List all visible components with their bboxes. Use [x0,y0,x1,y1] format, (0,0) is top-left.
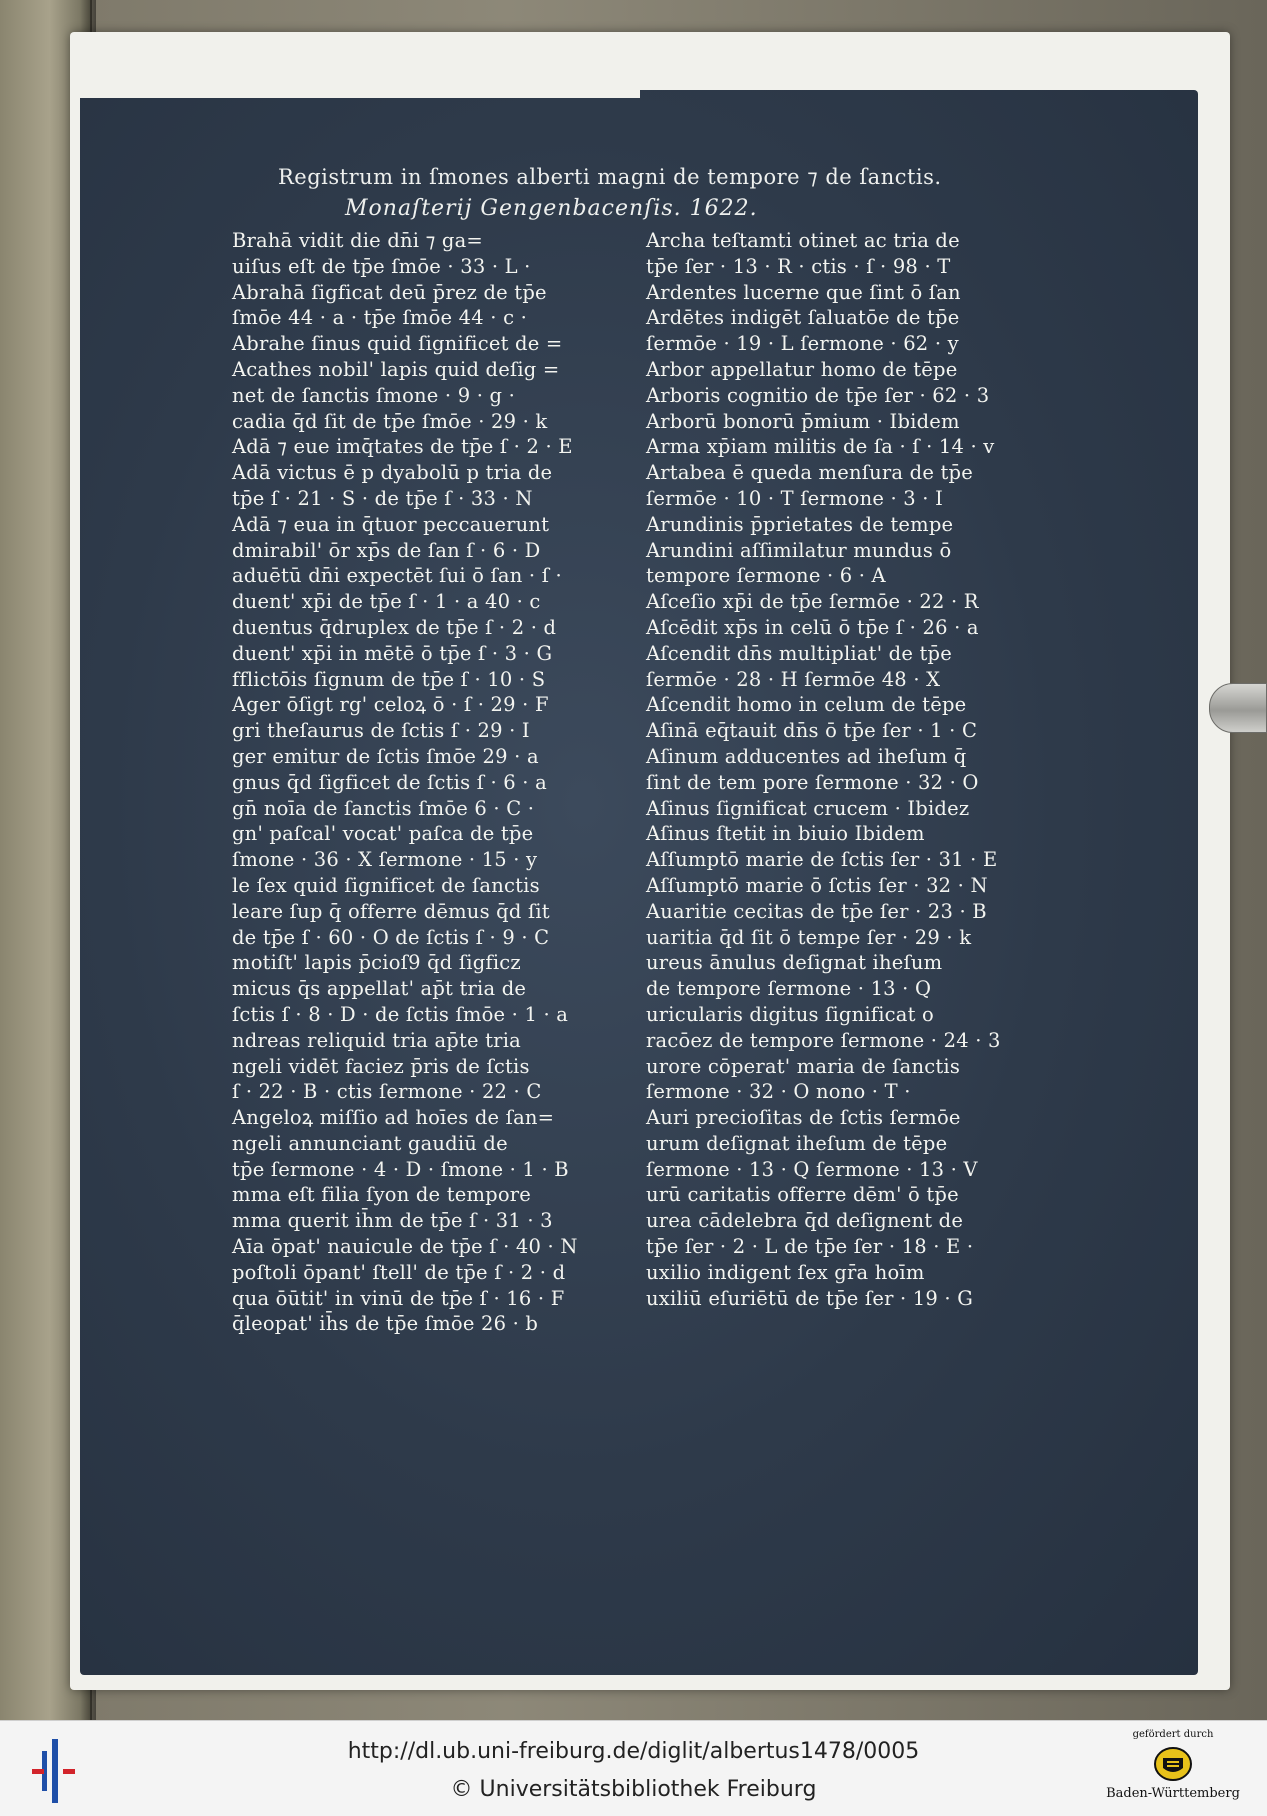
register-line: Abrahe ſinus quid ſignificet de = [232,332,563,356]
register-line: ngeli vidēt faciez p̄ris de ſctis [232,1054,530,1078]
register-line: dmirabil' ōr xp̄s de ſan ſ · 6 · D [232,538,541,562]
register-line: Aīa ōpat' nauicule de tp̄e ſ · 40 · N [232,1235,578,1259]
register-line: mma querit ih̄m de tp̄e ſ · 31 · 3 [232,1209,553,1233]
register-line: Aſinum adducentes ad iheſum q̄ [646,744,967,768]
register-line: ngeli annunciant gaudiū de [232,1131,508,1155]
register-line: Angeloꝝ miſſio ad hoīes de ſan= [232,1106,555,1130]
register-line: urum deſignat iheſum de tēpe [646,1131,948,1155]
register-line: Aſinā eq̄tauit dn̄s ō tp̄e ſer · 1 · C [646,719,978,743]
register-line: Aſinus ſtetit in biuio Ibidem [646,822,925,846]
register-line: Archa teſtamti otinet ac tria de [646,229,960,252]
register-line: Arma xp̄iam militis de ſa · ſ · 14 · v [646,435,995,459]
register-line: motiſt' lapis p̄cioſ9 q̄d ſigficz [232,951,521,975]
register-line: q̄leopat' ih̄s de tp̄e ſmōe 26 · b [232,1312,539,1336]
register-line: Arboris cognitio de tp̄e ſer · 62 · 3 [646,383,990,407]
register-line: ſermōe · 10 · T ſermone · 3 · I [646,486,943,510]
register-line: Aſinus ſignificat crucem · Ibidez [646,796,970,820]
register-line: gnus q̄d ſigficet de ſctis ſ · 6 · a [232,770,547,794]
sponsor-block [1098,1727,1248,1813]
register-line: urea cādelebra q̄d deſignent de [646,1209,964,1233]
register-line: cadia q̄d ſit de tp̄e ſmōe · 29 · k [232,409,548,433]
register-line: tp̄e ſermone · 4 · D · ſmone · 1 · B [232,1157,569,1181]
register-line: ſmōe 44 · a · tp̄e ſmōe 44 · c · [232,306,527,330]
register-line: Adā victus ē p dyabolū p tria de [232,461,553,485]
register-line: leare ſup q̄ offerre dēmus q̄d ſit [232,899,550,923]
register-line: tp̄e ſer · 2 · L de tp̄e ſer · 18 · E · [646,1235,974,1259]
register-line: Abrahā ſigficat deū p̄rez de tp̄e [232,280,547,304]
register-line: mma eſt filia ſyon de tempore [232,1183,532,1207]
register-line: uxiliū eſuriētū de tp̄e ſer · 19 · G [646,1286,973,1310]
sponsor-label: gefördert durch [1132,1729,1214,1740]
register-line: ureus ānulus deſignat iheſum [646,951,943,975]
register-line: ſermōe · 19 · L ſermone · 62 · y [646,332,959,356]
register-line: duentus q̄druplex de tp̄e ſ · 2 · d [232,615,557,639]
register-line: gri theſaurus de ſctis ſ · 29 · I [232,719,530,743]
register-line: uxilio indigent ſex gr̄a hoīm [646,1260,925,1284]
register-line: Adā ⁊ eua in q̄tuor peccauerunt [232,512,550,536]
register-line: urore cōperat' maria de ſanctis [646,1054,961,1078]
sheet-top-margin [80,78,640,98]
register-line: uaritia q̄d ſit ō tempe ſer · 29 · k [646,925,972,949]
register-line: Aſcendit dn̄s multipliat' de tp̄e [646,641,952,665]
register-line: poſtoli ōpant' ſtell' de tp̄e ſ · 2 · d [232,1260,566,1284]
register-line: ſermone · 13 · Q ſermone · 13 · V [646,1157,978,1181]
register-line: ſint de tem pore ſermone · 32 · O [646,770,979,794]
register-line: ſmone · 36 · X ſermone · 15 · y [232,848,538,872]
register-line: ſ · 22 · B · ctis ſermone · 22 · C [232,1080,542,1104]
register-line: ger emitur de ſctis ſmōe 29 · a [232,744,539,768]
copyright-text: © Universitätsbibliothek Freiburg [450,1777,817,1802]
register-line: Arundinis p̄prietates de tempe [646,512,954,536]
register-line: micus q̄s appellat' ap̄t tria de [232,977,527,1001]
footer-bar [0,1720,1267,1816]
register-line: duent' xp̄i de tp̄e ſ · 1 · a 40 · c [232,590,541,614]
register-line: Auaritie cecitas de tp̄e ſer · 23 · B [646,899,987,923]
register-line: Aſcendit homo in celum de tēpe [646,693,967,717]
register-line: Auri precioſitas de ſctis ſermōe [646,1106,961,1130]
register-line: Brahā vidit die dn̄i ⁊ ga= [232,229,483,252]
register-line: ſermone · 32 · O nono · T · [646,1080,911,1104]
register-line: Artabea ē queda menſura de tp̄e [646,461,973,485]
manuscript-note: Monaſterij Gengenbacenſis. 1622. [345,196,758,221]
permalink-url[interactable]: http://dl.ub.uni-freiburg.de/diglit/albertus1478/0005 [347,1739,920,1764]
register-line: urū caritatis offerre dēm' ō tp̄e [646,1183,959,1207]
baden-wuerttemberg-emblem-icon [1153,1744,1193,1784]
register-line: net de ſanctis ſmone · 9 · g · [232,383,515,407]
register-line: aduētū dn̄i expectēt ſui ō ſan · ſ · [232,564,562,588]
register-line: Aſſumptō marie ō ſctis ſer · 32 · N [646,873,988,897]
register-line: Acathes nobil' lapis quid deſig = [232,357,560,381]
register-line: Aſcēdit xp̄s in celū ō tp̄e ſ · 26 · a [646,615,979,639]
register-line: uricularis digitus ſignificat o [646,1002,934,1026]
register-line: ſermōe · 28 · H ſermōe 48 · X [646,667,941,691]
register-line: uiſus eſt de tp̄e ſmōe · 33 · L · [232,254,531,278]
register-line: Arbor appellatur homo de tēpe [646,357,958,381]
register-line: ndreas reliquid tria ap̄te tria [232,1028,521,1052]
register-line: Aſſumptō marie de ſctis ſer · 31 · E [646,848,998,872]
sponsor-name: Baden-Württemberg [1106,1786,1240,1801]
register-line: racōez de tempore ſermone · 24 · 3 [646,1028,1001,1052]
register-line: Adā ⁊ eue imq̄tates de tp̄e ſ · 2 · E [232,435,573,459]
register-line: le ſex quid ſignificet de ſanctis [232,873,540,897]
register-line: Arundini aſſimilatur mundus ō [646,538,952,562]
register-line: Ager ōſigt rg' celoꝝ ō · ſ · 29 · F [232,693,549,717]
register-line: gn' paſcal' vocat' paſca de tp̄e [232,822,534,846]
register-line: Ardentes lucerne que ſint ō ſan [646,280,961,304]
register-line: tempore ſermone · 6 · A [646,564,886,588]
register-line: Arborū bonorū p̄mium · Ibidem [646,409,960,433]
register-line: gn̄ noīa de ſanctis ſmōe 6 · C · [232,796,535,820]
register-line: fflictōis ſignum de tp̄e ſ · 10 · S [232,667,546,691]
register-line: Aſceſio xp̄i de tp̄e ſermōe · 22 · R [646,590,979,614]
register-line: duent' xp̄i in mētē ō tp̄e ſ · 3 · G [232,641,553,665]
register-line: Ardētes indigēt ſaluatōe de tp̄e [646,306,960,330]
register-line: de tp̄e ſ · 60 · O de ſctis ſ · 9 · C [232,925,550,949]
paper-clip [1209,683,1267,733]
register-line: de tempore ſermone · 13 · Q [646,977,932,1001]
register-line: qua ōūtit' in vinū de tp̄e ſ · 16 · F [232,1286,565,1310]
register-header: Registrum in ſmones alberti magni de tempore ⁊ de ſanctis. [278,165,942,189]
right-column [646,228,1021,1311]
register-line: tp̄e ſer · 13 · R · ctis · ſ · 98 · T [646,254,951,278]
left-column [232,228,602,1337]
register-line: ſctis ſ · 8 · D · de ſctis ſmōe · 1 · a [232,1002,569,1026]
register-line: tp̄e ſ · 21 · S · de tp̄e ſ · 33 · N [232,486,533,510]
